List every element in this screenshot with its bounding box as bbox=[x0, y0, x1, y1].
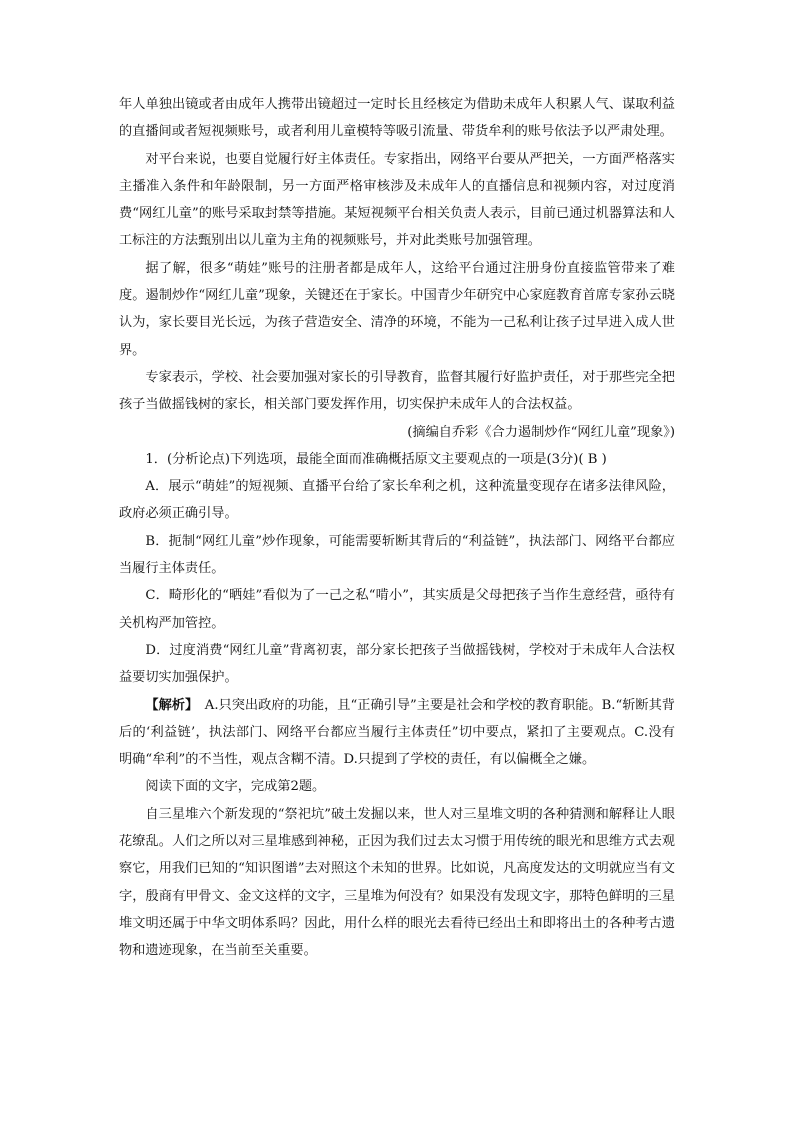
paragraph-expert-guidance: 专家表示，学校、社会要加强对家长的引导教育，监督其履行好监护责任，对于那些完全把孩子当做摇钱树的家长，相关部门要发挥作用，切实保护未成年人的合法权益。 bbox=[119, 369, 675, 413]
question-1-stem bbox=[119, 446, 675, 473]
paragraph-parent-key: 据了解，很多“萌娃”账号的注册者都是成年人，这给平台通过注册身份直接监管带来了难度。遏制炒作“网红儿童”现象，关键还在于家长。中国青少年研究中心家庭教育首席专家孙云晓认为，家长要目光长远，为孩子营造安全、清净的环境，不能为一己私利让孩子过早进入成人世界。 bbox=[119, 260, 675, 358]
analysis-block bbox=[119, 692, 675, 774]
paragraph-platform-responsibility: 对平台来说，也要自觉履行好主体责任。专家指出，网络平台要从严把关，一方面严格落实主播准入条件和年龄限制，另一方面严格审核涉及未成年人的直播信息和视频内容，对过度消费“网红儿童”的账号采取封禁等措施。某短视频平台相关负责人表示，目前已通过机器算法和人工标注的方法甄别出以儿童为主角的视频账号，并对此类账号加强管理。 bbox=[119, 151, 675, 249]
document-page bbox=[119, 91, 675, 965]
option-d: D．过度消费“网红儿童”背离初衷，部分家长把孩子当做摇钱树，学校对于未成年人合法权益要切实加强保护。 bbox=[119, 642, 675, 686]
passage-sanxingdui: 自三星堆六个新发现的“祭祀坑”破土发掘以来，世人对三星堆文明的各种猜测和解释让人眼花缭乱。人们之所以对三星堆感到神秘，正因为我们过去太习惯于用传统的眼光和思维方式去观察它，用我们已知的“知识图谱”去对照这个未知的世界。比如说，凡高度发达的文明就应当有文字，殷商有甲骨文、金文这样的文字，三星堆为何没有？如果没有发现文字，那特色鲜明的三星堆文明还属于中华文明体系吗？因此，用什么样的眼光去看待已经出土和即将出土的各种考古遗物和遗迹现象，在当前至关重要。 bbox=[119, 806, 675, 959]
passage-continuation: 年人单独出镜或者由成年人携带出镜超过一定时长且经核定为借助未成年人积累人气、谋取利益的直播间或者短视频账号，或者利用儿童模特等吸引流量、带货牟利的账号依法予以严肃处理。 bbox=[119, 97, 675, 140]
option-b: B．扼制“网红儿童”炒作现象，可能需要斩断其背后的“利益链”，执法部门、网络平台都应当履行主体责任。 bbox=[119, 533, 675, 577]
instruction-question-2: 阅读下面的文字，完成第2题。 bbox=[145, 779, 326, 795]
analysis-label: 【解析】 bbox=[145, 697, 192, 713]
analysis-text: A.只突出政府的功能，且“正确引导”主要是社会和学校的教育职能。B.“斩断其背后的‘利益链’，执法部门、网络平台都应当履行主体责任”切中要点，紧扣了主要观点。C.没有明确“牟利”的不当性，观点含糊不清。D.只提到了学校的责任，有以偏概全之嫌。 bbox=[119, 697, 675, 768]
source-citation: (摘编自乔彩《合力遏制炒作“网红儿童”现象》) bbox=[407, 424, 675, 440]
question-1-text: 1．(分析论点)下列选项，最能全面而准确概括原文主要观点的一项是(3分)( bbox=[145, 451, 584, 467]
question-1-stem-end: ) bbox=[601, 451, 607, 467]
option-a: A．展示“萌娃”的短视频、直播平台给了家长牟利之机，这种流量变现存在诸多法律风险，政府必须正确引导。 bbox=[119, 479, 675, 522]
option-c: C．畸形化的“晒娃”看似为了一己之私“啃小”，其实质是父母把孩子当作生意经营，亟待有关机构严加管控。 bbox=[119, 588, 675, 631]
question-1-answer: B bbox=[583, 451, 602, 467]
